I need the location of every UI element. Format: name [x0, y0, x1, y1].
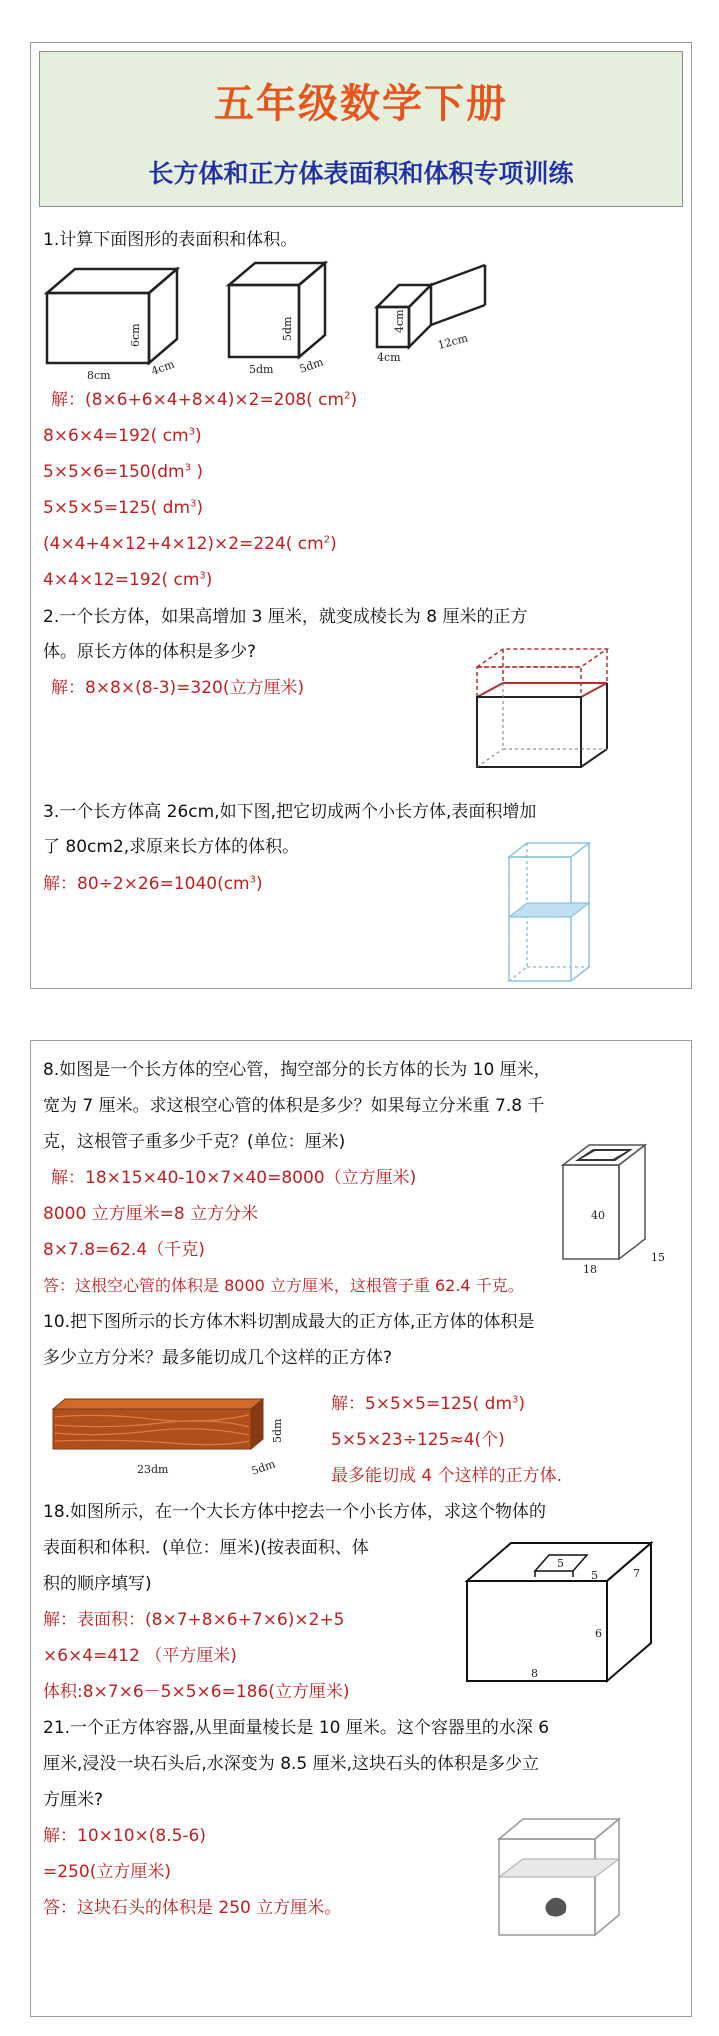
wood-length-label: 23dm	[137, 1463, 169, 1476]
q8-answer-2: 8000 立方厘米=8 立方分米	[43, 1204, 259, 1224]
q1-answer-2: 8×6×4=192( $cm^3$)	[43, 426, 202, 446]
box1-width-label: 4cm	[149, 357, 177, 378]
q21-line-2: 厘米,浸没一块石头后,水深变为 8.5 厘米,这块石头的体积是多少立	[43, 1754, 540, 1774]
q21-line-1: 21.一个正方体容器,从里面量棱长是 10 厘米。这个容器里的水深 6	[43, 1718, 550, 1738]
box3-width-label: 4cm	[377, 351, 401, 364]
q21-line-3: 方厘米?	[43, 1790, 104, 1810]
q3-line-2: 了 80cm2,求原来长方体的体积。	[43, 837, 300, 857]
q21-answer-2: =250(立方厘米)	[43, 1862, 171, 1882]
q10-wood-figure	[41, 1395, 291, 1485]
box3-height-label: 4cm	[393, 309, 406, 333]
hole-width-label: 5	[591, 1569, 598, 1582]
q10-answer-3: 最多能切成 4 个这样的正方体.	[331, 1466, 563, 1486]
box3-length-label: 12cm	[436, 331, 470, 352]
q3-prism-figure	[503, 839, 603, 989]
q21-answer-1: 解：10×10×(8.5-6)	[43, 1826, 207, 1846]
q18-line-3: 积的顺序填写)	[43, 1574, 152, 1594]
q8-answer-1: 解：18×15×40-10×7×40=8000（立方厘米)	[51, 1168, 417, 1188]
q3-line-1: 3.一个长方体高 26cm,如下图,把它切成两个小长方体,表面积增加	[43, 802, 537, 822]
wood-height-label: 5dm	[271, 1418, 284, 1443]
q1-answer-5: (4×4+4×12+4×12)×2=224( $cm^2$)	[43, 534, 337, 554]
q18-block-figure	[461, 1537, 681, 1689]
q10-answer-1: 解：5×5×5=125( $dm^3$)	[331, 1394, 526, 1414]
box2-width-label: 5dm	[297, 355, 326, 376]
q1-answer-4: 5×5×5=125( $dm^3$)	[43, 498, 204, 518]
worksheet-card-1	[30, 42, 692, 989]
worksheet-header	[39, 51, 683, 207]
q1-answer-3: $5\times 5\times 6=150(dm^3$ )	[43, 462, 204, 482]
q2-line-1: 2.一个长方体，如果高增加 3 厘米，就变成棱长为 8 厘米的正方	[43, 607, 528, 627]
q2-cube-figure	[467, 643, 627, 773]
q1-box3-extension	[409, 255, 509, 375]
q10-answer-2: 5×5×23÷125≈4(个)	[331, 1430, 505, 1450]
q18-answer-2: ×6×4=412 （平方厘米)	[43, 1646, 237, 1666]
hole-length-label: 5	[557, 1557, 564, 1570]
wood-width-label: 5dm	[249, 1457, 278, 1478]
pipe-height-label: 40	[591, 1209, 605, 1222]
q1-answer-1: 解：(8×6+6×4+8×4)×2=208( $cm^2$)	[51, 390, 358, 410]
q10-line-1: 10.把下图所示的长方体木料切割成最大的正方体,正方体的体积是	[43, 1312, 535, 1332]
q3-answer: 解：$80\div 2\times 26=1040(cm^3)$	[43, 874, 263, 894]
worksheet-card-2	[30, 1040, 692, 2017]
block-height-label: 6	[595, 1627, 602, 1640]
q1-answer-6: 4×4×12=192( $cm^3$)	[43, 570, 213, 590]
q18-answer-3: 体积:8×7×6－5×5×6=186(立方厘米)	[43, 1682, 350, 1702]
q8-line-3: 克，这根管子重多少千克？(单位：厘米)	[43, 1132, 346, 1152]
box1-length-label: 8cm	[87, 369, 111, 382]
q1-figures	[39, 255, 439, 382]
pipe-width-label: 15	[651, 1251, 665, 1264]
stone-icon	[545, 1898, 566, 1917]
q8-line-2: 宽为 7 厘米。求这根空心管的体积是多少？如果每立分米重 7.8 千	[43, 1096, 545, 1116]
q8-answer-3: 8×7.8=62.4（千克)	[43, 1240, 205, 1260]
page-title: 五年级数学下册	[214, 80, 508, 127]
pipe-length-label: 18	[583, 1263, 597, 1276]
box1-height-label: 6cm	[129, 323, 142, 347]
q18-line-2: 表面积和体积．(单位：厘米)(按表面积、体	[43, 1538, 369, 1558]
q8-line-1: 8.如图是一个长方体的空心管，掏空部分的长方体的长为 10 厘米，	[43, 1060, 551, 1080]
box2-height-label: 5dm	[281, 316, 294, 341]
q1-question: 1.计算下面图形的表面积和体积。	[43, 230, 298, 250]
block-width-label: 7	[633, 1567, 640, 1580]
page-subtitle: 长方体和正方体表面积和体积专项训练	[148, 159, 574, 188]
q2-answer: 解：8×8×(8-3)=320(立方厘米)	[51, 678, 305, 698]
q21-answer-3: 答：这块石头的体积是 250 立方厘米。	[43, 1898, 342, 1918]
q21-container-figure	[491, 1811, 631, 1941]
box2-length-label: 5dm	[249, 363, 274, 376]
q18-line-1: 18.如图所示，在一个大长方体中挖去一个小长方体，求这个物体的	[43, 1502, 547, 1522]
q2-line-2: 体。原长方体的体积是多少?	[43, 642, 257, 662]
q8-pipe-figure	[559, 1139, 669, 1276]
q8-answer-4: 答：这根空心管的体积是 8000 立方厘米，这根管子重 62.4 千克。	[43, 1276, 524, 1295]
block-length-label: 8	[531, 1667, 538, 1680]
q10-line-2: 多少立方分米？最多能切成几个这样的正方体?	[43, 1348, 393, 1368]
q18-answer-1: 解：表面积：(8×7+8×6+7×6)×2+5	[43, 1610, 345, 1630]
